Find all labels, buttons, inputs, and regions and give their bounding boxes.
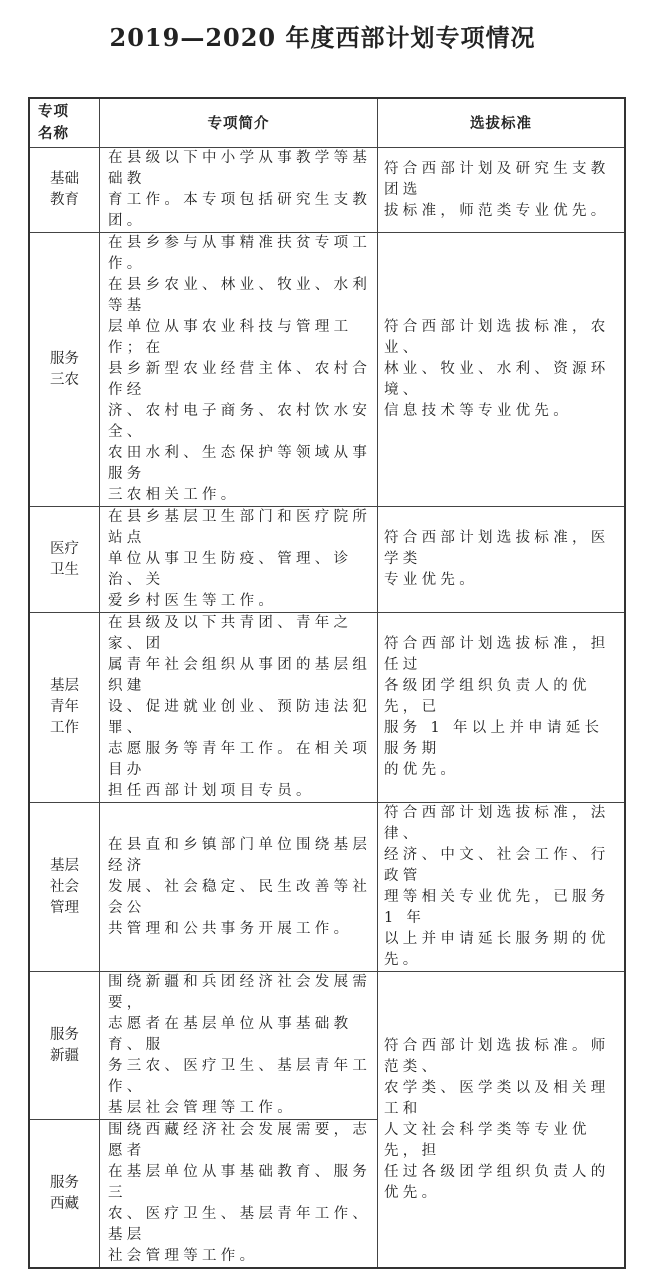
row-crit: 符合西部计划选拔标准，医学类 专业优先。 (378, 507, 626, 613)
row-name: 基层 社会 管理 (29, 803, 100, 972)
row-crit: 符合西部计划及研究生支教团选 拔标准，师范类专业优先。 (378, 148, 626, 233)
row-name: 基层 青年 工作 (29, 613, 100, 803)
row-desc: 在县乡基层卫生部门和医疗院所站点 单位从事卫生防疫、管理、诊治、关 爱乡村医生等工作。 (100, 507, 378, 613)
table-row (29, 613, 625, 803)
row-desc: 围绕西藏经济社会发展需要，志愿者 在基层单位从事基础教育、服务三 农、医疗卫生、基层青年工作、基层 社会管理等工作。 (100, 1120, 378, 1269)
row-name: 医疗 卫生 (29, 507, 100, 613)
row-name: 服务 三农 (29, 233, 100, 507)
row-name: 基础 教育 (29, 148, 100, 233)
row-name: 服务 新疆 (29, 972, 100, 1120)
row-crit: 符合西部计划选拔标准，法律、 经济、中文、社会工作、行政管 理等相关专业优先，已服务 1 年 以上并申请延长服务期的优先。 (378, 803, 626, 972)
table-row (29, 148, 625, 233)
row-desc: 在县级以下中小学从事教学等基础教 育工作。本专项包括研究生支教团。 (100, 148, 378, 233)
row-desc: 在县直和乡镇部门单位围绕基层经济 发展、社会稳定、民生改善等社会公 共管理和公共事务开展工作。 (100, 803, 378, 972)
header-desc: 专项简介 (100, 98, 378, 148)
row-desc: 在县乡参与从事精准扶贫专项工作。 在县乡农业、林业、牧业、水利等基 层单位从事农业科技与管理工作；在 县乡新型农业经营主体、农村合作经 济、农村电子商务、农村饮水安全、 农田水利、生态保护等领域从事服务 三农相关工作。 (100, 233, 378, 507)
row-crit: 符合西部计划选拔标准，担任过 各级团学组织负责人的优先，已 服务 1 年以上并申请延长服务期 的优先。 (378, 613, 626, 803)
table-row (29, 233, 625, 507)
row-crit: 符合西部计划选拔标准，农业、 林业、牧业、水利、资源环境、 信息技术等专业优先。 (378, 233, 626, 507)
table-header-row (29, 98, 625, 148)
table-row (29, 507, 625, 613)
row-name: 服务 西藏 (29, 1120, 100, 1269)
header-crit: 选拔标准 (378, 98, 626, 148)
row-desc: 围绕新疆和兵团经济社会发展需要， 志愿者在基层单位从事基础教育、服 务三农、医疗卫生、基层青年工作、 基层社会管理等工作。 (100, 972, 378, 1120)
table-row (29, 972, 625, 1120)
row-desc: 在县级及以下共青团、青年之家、团 属青年社会组织从事团的基层组织建 设、促进就业创业、预防违法犯罪、 志愿服务等青年工作。在相关项目办 担任西部计划项目专员。 (100, 613, 378, 803)
table-row (29, 803, 625, 972)
special-projects-table (28, 97, 626, 1269)
page-title: 2019—2020 年度西部计划专项情况 (109, 23, 536, 52)
header-name: 专项 名称 (29, 98, 100, 148)
row-crit: 符合西部计划选拔标准。师范类、 农学类、医学类以及相关理工和 人文社会科学类等专业优先，担 任过各级团学组织负责人的优先。 (378, 972, 626, 1269)
